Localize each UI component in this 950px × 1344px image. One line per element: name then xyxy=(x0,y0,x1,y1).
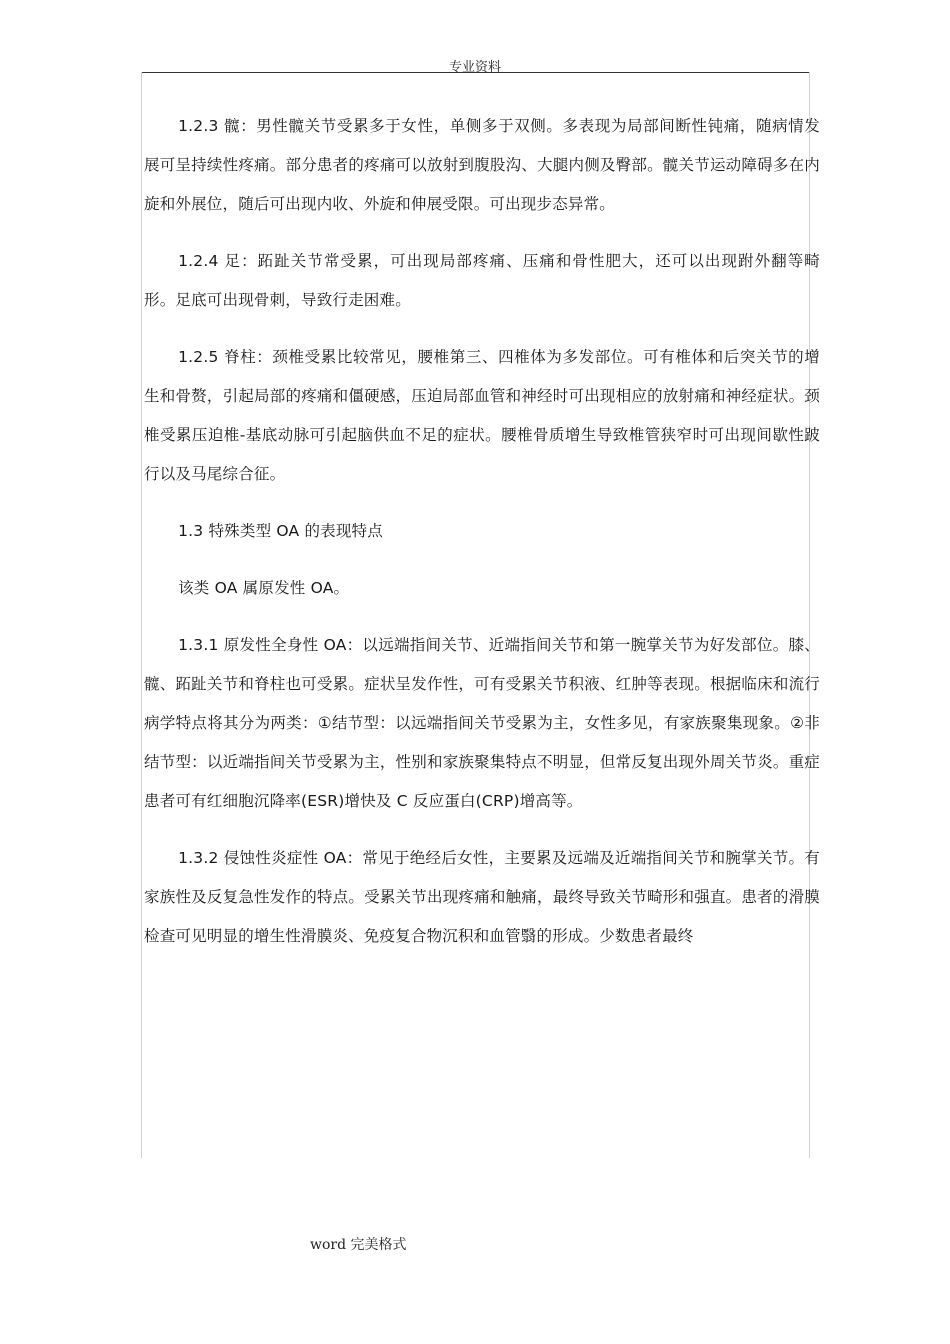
paragraph-erosive-inflammatory-oa: 1.3.2 侵蚀性炎症性 OA：常见于绝经后女性，主要累及远端及近端指间关节和腕掌关节。有家族性及反复急性发作的特点。受累关节出现疼痛和触痛，最终导致关节畸形和强直。患者的滑膜检查可见明显的增生性滑膜炎、免疫复合物沉积和血管翳的形成。少数患者最终 xyxy=(144,849,820,945)
section-heading-special-oa: 1.3 特殊类型 OA 的表现特点 xyxy=(178,522,383,540)
paragraph-spine: 1.2.5 脊柱：颈椎受累比较常见，腰椎第三、四椎体为多发部位。可有椎体和后突关节的增生和骨赘，引起局部的疼痛和僵硬感，压迫局部血管和神经时可出现相应的放射痛和神经症状。颈椎受累压迫椎-基底动脉可引起脑供血不足的症状。腰椎骨质增生导致椎管狭窄时可出现间歇性跛行以及马尾综合征。 xyxy=(144,348,820,483)
left-margin-guide xyxy=(141,72,142,1158)
page-header-title: 专业资料 xyxy=(448,60,501,75)
paragraph-foot: 1.2.4 足：跖趾关节常受累，可出现局部疼痛、压痛和骨性肥大，还可以出现跗外翻等畸形。足底可出现骨刺，导致行走困难。 xyxy=(144,252,820,309)
paragraph-hip: 1.2.3 髋：男性髋关节受累多于女性，单侧多于双侧。多表现为局部间断性钝痛，随病情发展可呈持续性疼痛。部分患者的疼痛可以放射到腹股沟、大腿内侧及臀部。髋关节运动障碍多在内旋和外展位，随后可出现内收、外旋和伸展受限。可出现步态异常。 xyxy=(144,117,820,213)
document-body xyxy=(144,107,820,974)
paragraph-oa-type-note: 该类 OA 属原发性 OA。 xyxy=(178,579,350,597)
page-footer-text: word 完美格式 xyxy=(310,1237,407,1253)
header-divider xyxy=(141,72,809,73)
paragraph-primary-generalized-oa: 1.3.1 原发性全身性 OA：以远端指间关节、近端指间关节和第一腕掌关节为好发部位。膝、髋、跖趾关节和脊柱也可受累。症状呈发作性，可有受累关节积液、红肿等表现。根据临床和流行病学特点将其分为两类：①结节型：以远端指间关节受累为主，女性多见，有家族聚集现象。②非结节型：以近端指间关节受累为主，性别和家族聚集特点不明显，但常反复出现外周关节炎。重症患者可有红细胞沉降率(ESR)增快及 C 反应蛋白(CRP)增高等。 xyxy=(144,636,820,810)
